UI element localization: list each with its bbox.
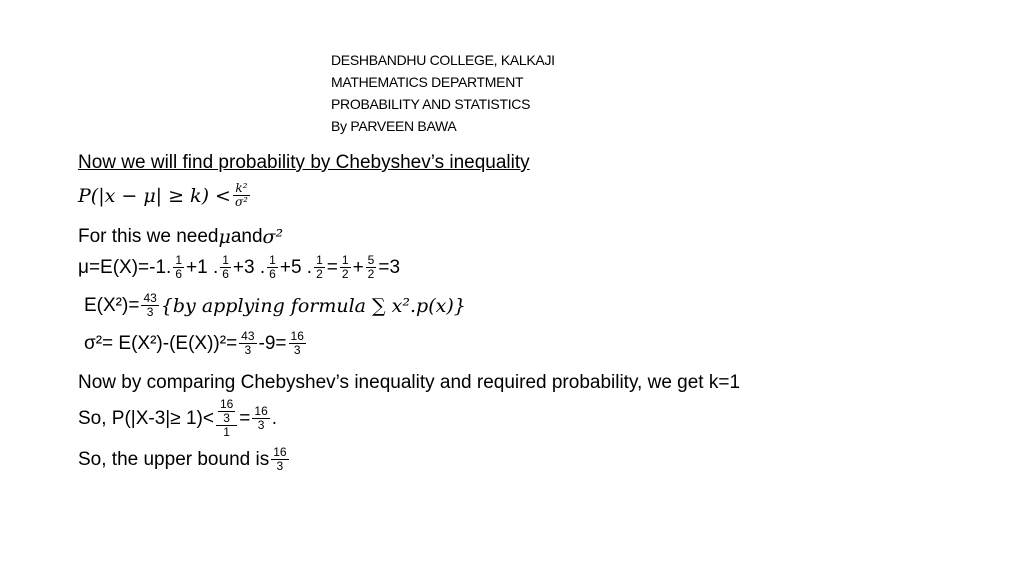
mean-calculation: μ=E(X)=-1. $\frac{1}{6}$ +1 . $\frac{1}{6}$ +3 . $\frac{1}{6}$ +5 . $\frac{1}{2}$ = $\frac{1}{2}$ + $\frac{5}{2}$ =3 <box>78 253 401 281</box>
expectation-x-squared: E(X²)= $\frac{43}{3}$ {by applying formula ∑ x².p(x)} <box>84 291 466 319</box>
author: By PARVEEN BAWA <box>331 118 457 134</box>
fraction: $\frac{16}{3}$ <box>273 445 287 473</box>
header <box>331 49 555 137</box>
variance-calculation: σ²= E(X²)-(E(X))²= $\frac{43}{3}$ -9= $\frac{16}{3}$ <box>84 329 304 357</box>
fraction: $\frac{1}{6}$ <box>222 253 229 281</box>
course-name: PROBABILITY AND STATISTICS <box>331 96 531 112</box>
need-text: For this we need μ and σ² <box>78 226 284 248</box>
comparison-text: Now by comparing Chebyshev’s inequality and required probability, we get k=1 <box>78 372 741 393</box>
fraction: $\frac{1}{6}$ <box>175 253 182 281</box>
department-name: MATHEMATICS DEPARTMENT <box>331 74 524 90</box>
inequality-lhs: P(|x − μ| ≥ k) < <box>78 184 231 207</box>
upper-bound: So, the upper bound is $\frac{16}{3}$ <box>78 445 287 473</box>
fraction: $\frac{1}{2}$ <box>316 253 323 281</box>
fraction: $\frac{5}{2}$ <box>367 253 375 281</box>
college-name: DESHBANDHU COLLEGE, KALKAJI <box>331 52 555 68</box>
chebyshev-inequality <box>78 182 252 209</box>
fraction: $\frac{\text{k²}}{\text{σ²}}$ <box>234 181 248 209</box>
probability-bound: So, P(|X-3|≥ 1)< $\frac{\frac{16}{3}}{1}$ = $\frac{16}{3}$ . <box>78 397 278 439</box>
compound-fraction: $\frac{\frac{16}{3}}{1}$ <box>216 398 237 439</box>
intro-text: Now we will find probability by Chebyshev’s inequality <box>78 152 530 173</box>
fraction: $\frac{16}{3}$ <box>254 404 268 432</box>
fraction: $\frac{1}{2}$ <box>341 253 349 281</box>
fraction: $\frac{16}{3}$ <box>219 397 234 425</box>
fraction: $\frac{43}{3}$ <box>241 329 255 357</box>
fraction: $\frac{43}{3}$ <box>143 291 157 319</box>
fraction: $\frac{1}{6}$ <box>269 253 276 281</box>
fraction: $\frac{16}{3}$ <box>290 329 304 357</box>
